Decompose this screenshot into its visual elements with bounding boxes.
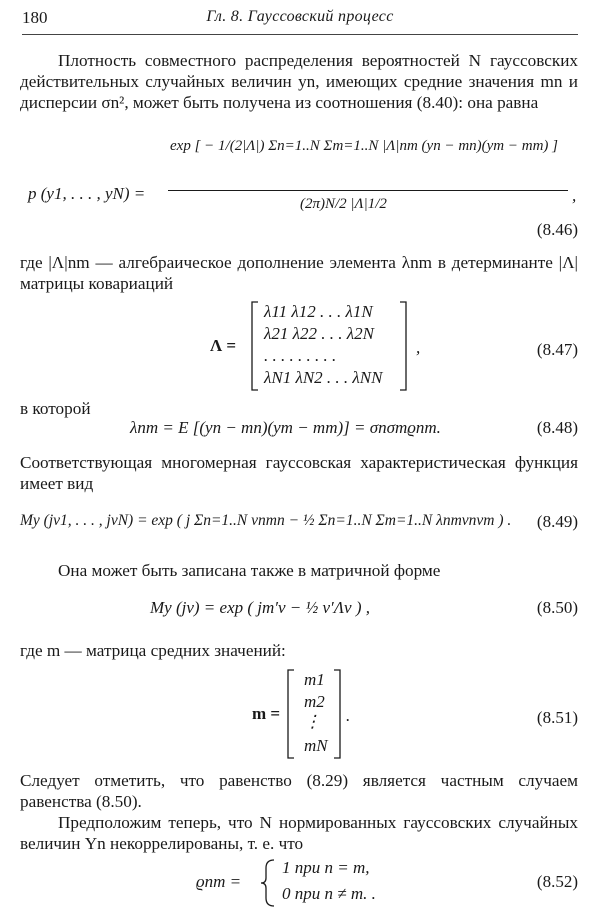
equation-8-52: [20, 858, 578, 910]
equation-number-8-48: (8.48): [536, 418, 578, 437]
header-rule: [22, 34, 578, 35]
equation-number-8-52: (8.52): [536, 872, 578, 891]
eq50-text: My (jv) = exp ( jm′v − ½ v′Λv ) ,: [150, 598, 370, 617]
equation-number-8-47: (8.47): [536, 340, 578, 359]
page-number: 180: [22, 8, 48, 27]
eq46-numerator: exp [ − 1/(2|Λ|) Σn=1..N Σm=1..N |Λ|nm (yn − mn)(ym − mm) ]: [170, 138, 559, 154]
eq52-brace: [258, 858, 278, 908]
page-header: [22, 8, 578, 32]
equation-8-47: [20, 300, 578, 392]
eq52-lhs: ϱnm =: [196, 872, 242, 891]
paragraph-special-case: Следует отметить, что равенство (8.29) является частным случаем равенства (8.50).: [20, 771, 578, 811]
paragraph-uncorrelated: Предположим теперь, что N нормированных гауссовских случайных величин Yn некоррелированы, т. е. что: [20, 813, 578, 853]
eq52-case-2: 0 при n ≠ m. .: [282, 884, 376, 903]
eq48-text: λnm = E [(yn − mn)(ym − mm)] = σnσmϱnm.: [130, 418, 441, 437]
equation-number-8-46: (8.46): [536, 220, 578, 239]
vector-row-1: m1: [304, 670, 325, 689]
equation-8-48: [20, 418, 578, 444]
running-title: Гл. 8. Гауссовский процесс: [206, 8, 394, 25]
paragraph-in-which: в которой: [20, 399, 91, 418]
eq49-text: My (jv1, . . . , jvN) = exp ( j Σn=1..N vnmn − ½ Σn=1..N Σm=1..N λnmvnvm ) .: [20, 512, 512, 529]
eq51-lhs: m =: [252, 704, 281, 723]
eq46-fraction-bar: [168, 190, 568, 191]
equation-8-46: [20, 138, 578, 248]
matrix-row-3: . . . . . . . . .: [264, 346, 337, 365]
paragraph-matrix-form: Она может быть записана также в матричной форме: [58, 561, 441, 580]
vector-row-3: ⋮: [304, 712, 321, 731]
equation-number-8-49: (8.49): [536, 512, 578, 531]
matrix-row-2: λ21 λ22 . . . λ2N: [264, 324, 374, 343]
equation-number-8-51: (8.51): [536, 708, 578, 727]
paragraph-cofactor: где |Λ|nm — алгебраическое дополнение элемента λnm в детерминанте |Λ| матрицы ковариаций: [20, 253, 578, 293]
eq47-lhs: Λ =: [210, 336, 237, 355]
paragraph-mean-matrix: где m — матрица средних значений:: [20, 641, 286, 660]
equation-8-50: [20, 598, 578, 628]
eq46-denominator: (2π)N/2 |Λ|1/2: [300, 196, 387, 212]
eq47-trailing-comma: ,: [416, 338, 421, 357]
matrix-row-4: λN1 λN2 . . . λNN: [264, 368, 383, 387]
equation-8-49: [20, 510, 578, 550]
eq51-trailing-period: .: [346, 706, 351, 725]
vector-row-2: m2: [304, 692, 325, 711]
equation-number-8-50: (8.50): [536, 598, 578, 617]
equation-8-51: [20, 668, 578, 760]
eq46-lhs: p (y1, . . . , yN) =: [28, 184, 146, 203]
eq46-trailing-comma: ,: [572, 186, 577, 205]
paragraph-char-function: Соответствующая многомерная гауссовская характеристическая функция имеет вид: [20, 453, 578, 493]
eq52-case-1: 1 при n = m,: [282, 858, 370, 877]
paragraph-density-intro: Плотность совместного распределения вероятностей N гауссовских действительных случайных величин yn, имеющих средние значения mn и дисперсии σn², может быть получена из соотношения (8.40): она равна: [20, 51, 578, 112]
vector-row-4: mN: [304, 736, 328, 755]
matrix-row-1: λ11 λ12 . . . λ1N: [264, 302, 373, 321]
